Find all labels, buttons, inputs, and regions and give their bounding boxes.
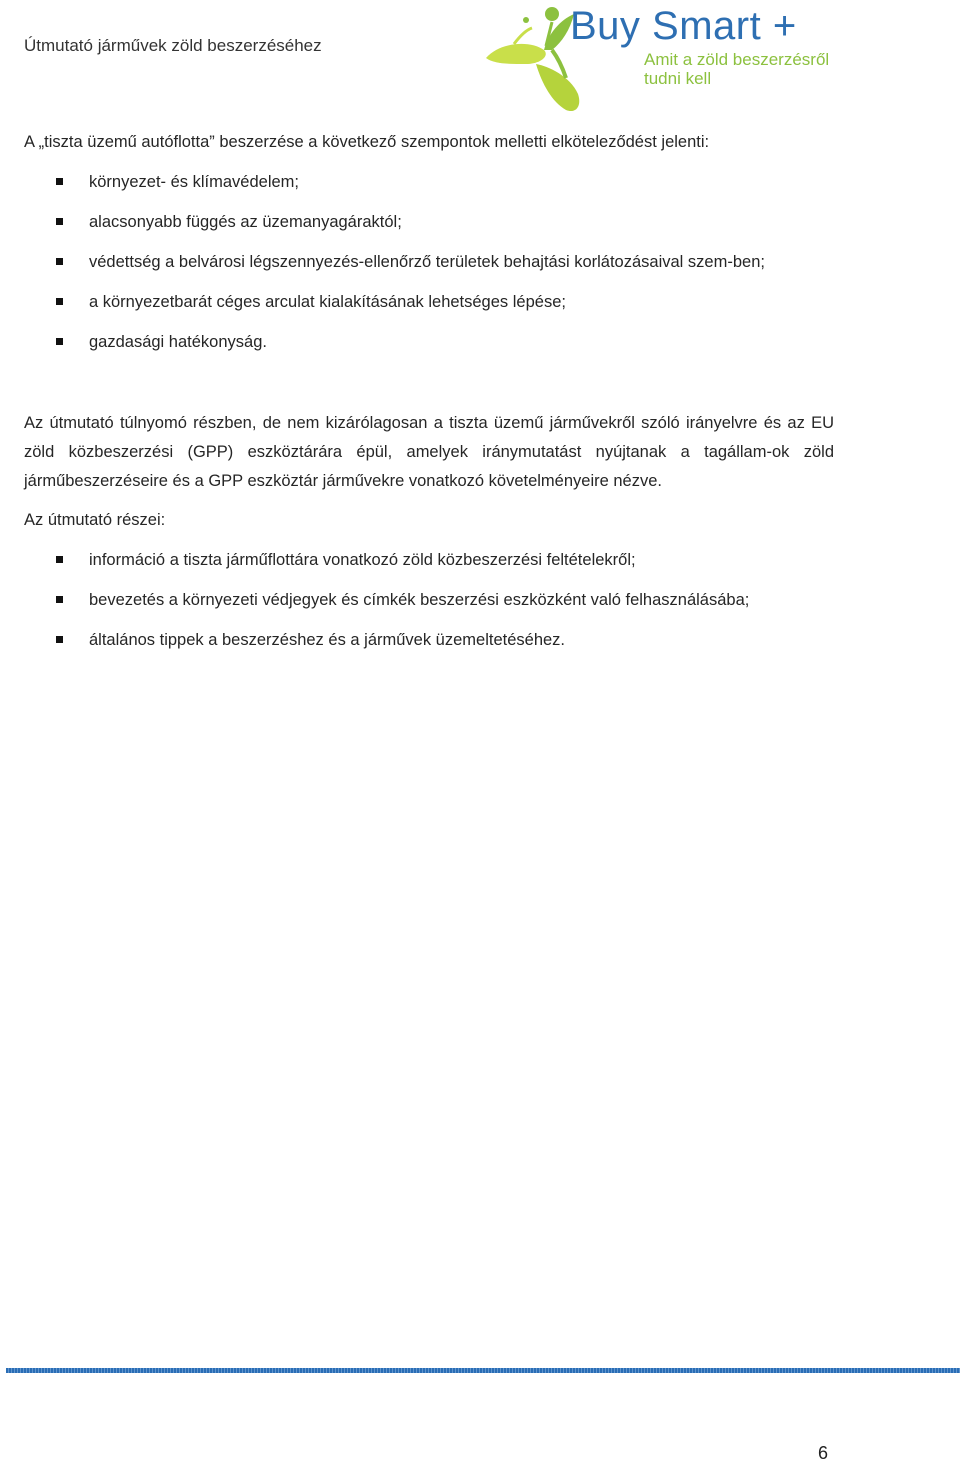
- document-header-title: Útmutató járművek zöld beszerzéséhez: [24, 36, 322, 55]
- benefit-item: [24, 288, 834, 317]
- benefit-text: védettség a belvárosi légszennyezés-ellenőrző területek behajtási korlátozásaival szem-ben;: [89, 253, 765, 271]
- benefit-text: alacsonyabb függés az üzemanyagáraktól;: [89, 213, 402, 231]
- part-item: [24, 626, 834, 655]
- bullet-icon: [56, 258, 63, 265]
- page-number: 6: [818, 1443, 829, 1463]
- bullet-icon: [56, 218, 63, 225]
- part-text: általános tippek a beszerzéshez és a járművek üzemeltetéséhez.: [89, 631, 566, 649]
- benefit-item: [24, 208, 834, 237]
- intro-paragraph: A „tiszta üzemű autóflotta” beszerzése a következő szempontok melletti elköteleződést jelenti:: [24, 133, 710, 151]
- buy-smart-logo: [478, 0, 838, 118]
- guide-parts-list: [24, 546, 834, 655]
- part-item: [24, 546, 834, 575]
- logo-tagline-line-2: tudni kell: [644, 69, 712, 88]
- benefits-list: [24, 168, 834, 357]
- guide-parts-heading: Az útmutató részei:: [24, 511, 166, 529]
- document-body: [24, 128, 834, 655]
- benefit-item: [24, 328, 834, 357]
- guide-basis-paragraph: Az útmutató túlnyomó részben, de nem kizárólagosan a tiszta üzemű járművekről szóló irányelvre és az EU zöld közbeszerzési (GPP) eszköztárára épül, amelyek iránymutatást nyújtanak a tagállam-ok zöld járműbeszerzéseire és a GPP eszköztár járművekre vonatkozó követelményeire nézve.: [24, 414, 834, 490]
- benefit-text: környezet- és klímavédelem;: [89, 173, 299, 191]
- logo-tagline: [644, 50, 829, 88]
- bullet-icon: [56, 178, 63, 185]
- footer-divider: [6, 1368, 960, 1373]
- bullet-icon: [56, 338, 63, 345]
- logo-wordmark: Buy Smart +: [570, 4, 797, 48]
- part-text: információ a tiszta járműflottára vonatkozó zöld közbeszerzési feltételekről;: [89, 551, 636, 569]
- logo-tagline-line-1: Amit a zöld beszerzésről: [644, 50, 830, 69]
- benefit-item: [24, 168, 834, 197]
- benefit-item: [24, 248, 834, 277]
- bullet-icon: [56, 556, 63, 563]
- benefit-text: gazdasági hatékonyság.: [89, 333, 267, 351]
- bullet-icon: [56, 596, 63, 603]
- part-text: bevezetés a környezeti védjegyek és címkék beszerzési eszközként való felhasználásába;: [89, 591, 750, 609]
- bullet-icon: [56, 636, 63, 643]
- bullet-icon: [56, 298, 63, 305]
- benefit-text: a környezetbarát céges arculat kialakításának lehetséges lépése;: [89, 293, 566, 311]
- part-item: [24, 586, 834, 615]
